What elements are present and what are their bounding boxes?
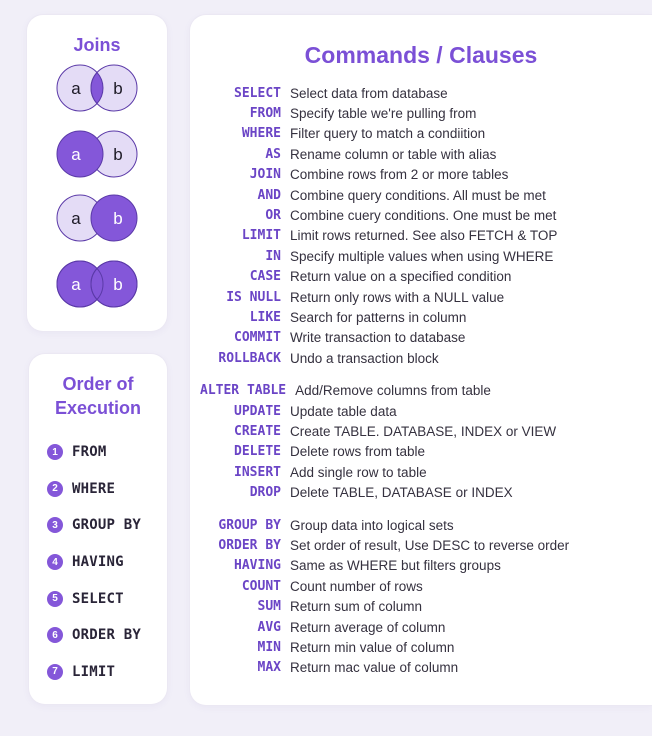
command-description: Add/Remove columns from table (295, 383, 491, 399)
command-keyword: ORDER BY (218, 537, 281, 553)
label-b: b (113, 275, 123, 294)
command-description: Count number of rows (290, 578, 423, 594)
step-number-badge: 6 (47, 627, 63, 643)
command-row (190, 205, 556, 225)
command-keyword: LIMIT (241, 228, 281, 244)
inner-join-diagram (55, 63, 139, 113)
command-row (190, 381, 491, 401)
step-number-badge: 5 (47, 591, 63, 607)
command-description: Delete rows from table (290, 444, 426, 460)
label-b: b (113, 209, 123, 228)
order-title: Order of Execution (54, 374, 142, 418)
command-keyword: AS (265, 146, 281, 162)
command-keyword: INSERT (234, 464, 281, 480)
command-description: Specify table we're pulling from (290, 105, 477, 121)
label-a: a (71, 79, 81, 98)
command-description: Return value on a specified condition (290, 269, 512, 285)
order-list (47, 434, 141, 690)
command-keyword: SUM (257, 599, 281, 615)
command-row (190, 328, 465, 348)
step-keyword: GROUP BY (72, 517, 142, 534)
left-join-diagram (55, 129, 139, 179)
step-keyword: FROM (72, 444, 107, 461)
full-join-diagram (55, 259, 139, 309)
command-row (190, 617, 445, 637)
order-item (47, 471, 141, 508)
order-item (47, 580, 141, 617)
command-row (190, 267, 511, 287)
command-keyword: MAX (257, 660, 281, 676)
order-item (47, 654, 141, 691)
command-description: Return mac value of column (290, 660, 459, 676)
command-row (190, 287, 504, 307)
command-keyword: AVG (257, 619, 281, 635)
command-keyword: IN (265, 248, 281, 264)
step-keyword: SELECT (72, 590, 124, 607)
order-item (47, 544, 141, 581)
step-keyword: WHERE (72, 480, 116, 497)
step-keyword: LIMIT (72, 663, 116, 680)
command-description: Group data into logical sets (290, 517, 454, 533)
command-row (190, 165, 508, 185)
step-number-badge: 3 (47, 517, 63, 533)
command-row (190, 103, 476, 123)
command-keyword: LIKE (249, 309, 281, 325)
command-description: Same as WHERE but filters groups (290, 558, 501, 574)
command-keyword: COMMIT (234, 330, 281, 346)
label-a: a (71, 209, 81, 228)
command-row (190, 185, 546, 205)
command-keyword: CREATE (234, 423, 281, 439)
command-row (190, 124, 485, 144)
command-row (190, 462, 427, 482)
command-row (190, 515, 454, 535)
command-description: Search for patterns in column (290, 309, 467, 325)
right-join-diagram (55, 193, 139, 243)
label-b: b (113, 145, 123, 164)
command-description: Combine query conditions. All must be met (290, 187, 546, 203)
commands-card (190, 15, 652, 705)
command-description: Rename column or table with alias (290, 146, 497, 162)
command-keyword: HAVING (234, 558, 281, 574)
command-description: Set order of result, Use DESC to reverse order (290, 537, 570, 553)
order-of-execution-card (29, 354, 167, 704)
command-keyword: IS NULL (226, 289, 281, 305)
order-item (47, 617, 141, 654)
command-keyword: SELECT (234, 85, 281, 101)
command-row (190, 144, 496, 164)
command-keyword: WHERE (241, 126, 281, 142)
command-keyword: ROLLBACK (218, 350, 281, 366)
command-description: Specify multiple values when using WHERE (290, 248, 554, 264)
command-keyword: DROP (249, 485, 281, 501)
command-description: Return min value of column (290, 639, 455, 655)
command-description: Combine rows from 2 or more tables (290, 167, 509, 183)
order-item (47, 434, 141, 471)
command-keyword: AND (257, 187, 281, 203)
command-description: Combine cuery conditions. One must be met (290, 207, 557, 223)
command-row (190, 637, 454, 657)
label-b: b (113, 79, 123, 98)
command-description: Return average of column (290, 619, 446, 635)
commands-title: Commands / Clauses (304, 42, 538, 68)
command-row (190, 658, 458, 678)
step-number-badge: 7 (47, 664, 63, 680)
order-item (47, 507, 141, 544)
command-row (190, 442, 425, 462)
command-row (190, 83, 448, 103)
command-description: Update table data (290, 403, 397, 419)
command-keyword: JOIN (249, 167, 281, 183)
command-description: Return only rows with a NULL value (290, 289, 505, 305)
step-number-badge: 4 (47, 554, 63, 570)
command-keyword: DELETE (234, 444, 281, 460)
command-description: Create TABLE. DATABASE, INDEX or VIEW (290, 423, 557, 439)
joins-title: Joins (73, 35, 121, 55)
command-description: Return sum of column (290, 599, 423, 615)
command-keyword: MIN (257, 639, 281, 655)
command-row (190, 597, 422, 617)
command-keyword: GROUP BY (218, 517, 281, 533)
label-a: a (71, 275, 81, 294)
command-row (190, 576, 423, 596)
command-keyword: COUNT (241, 578, 281, 594)
label-a: a (71, 145, 81, 164)
command-row (190, 401, 397, 421)
step-keyword: HAVING (72, 554, 124, 571)
command-keyword: FROM (249, 105, 281, 121)
command-description: Undo a transaction block (290, 350, 439, 366)
command-keyword: UPDATE (234, 403, 281, 419)
command-row (190, 307, 466, 327)
step-keyword: ORDER BY (72, 627, 142, 644)
command-row (190, 556, 501, 576)
command-row (190, 226, 557, 246)
command-row (190, 483, 513, 503)
command-description: Add single row to table (290, 464, 427, 480)
command-keyword: CASE (249, 269, 281, 285)
command-description: Delete TABLE, DATABASE or INDEX (290, 485, 513, 501)
command-row (190, 535, 569, 555)
command-keyword: ALTER TABLE (200, 383, 287, 399)
command-row (190, 246, 553, 266)
joins-card (27, 15, 167, 331)
command-description: Limit rows returned. See also FETCH & TOP (290, 228, 558, 244)
command-description: Select data from database (290, 85, 448, 101)
step-number-badge: 1 (47, 444, 63, 460)
command-row (190, 421, 556, 441)
step-number-badge: 2 (47, 481, 63, 497)
command-description: Filter query to match a condiition (290, 126, 486, 142)
command-row (190, 348, 439, 368)
command-keyword: OR (265, 207, 281, 223)
command-description: Write transaction to database (290, 330, 466, 346)
